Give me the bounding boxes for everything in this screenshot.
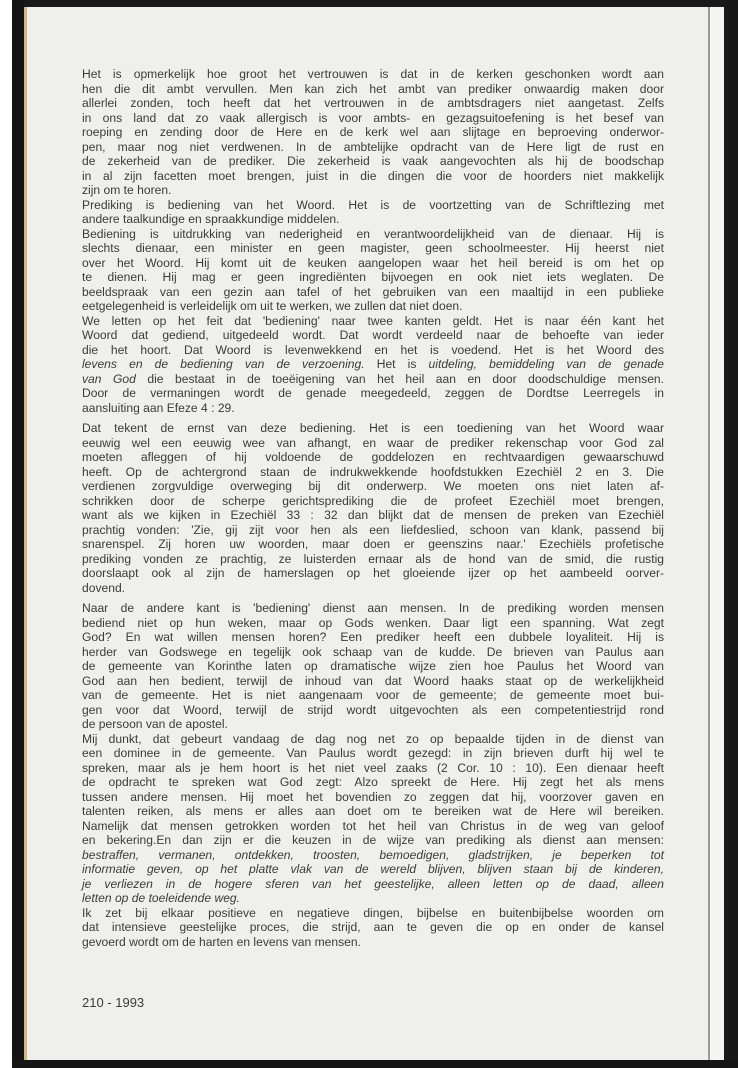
text-line xyxy=(82,241,664,256)
page-binding-edge xyxy=(24,7,27,1060)
text-line xyxy=(82,343,664,358)
text-line xyxy=(82,401,664,416)
text-line xyxy=(82,906,664,921)
text-segment: God aan hen bedient, terwijl de inhoud van dat Woord haaks staat op de werkelijkheid xyxy=(82,673,664,688)
text-segment: snarenspel. Zij horen uw woorden, maar doen er geenszins naar.' Ezechiëls profetische xyxy=(82,537,664,551)
text-line xyxy=(82,169,664,184)
page-number: 210 - 1993 xyxy=(82,995,145,1010)
text-segment: Prediking is bediening van het Woord. Het is de voortzetting van de Schriftlezing met xyxy=(82,197,664,212)
text-line xyxy=(82,508,664,523)
italic-text: informatie geven, op het platte vlak van de wereld blijven, blijven staan bij de kinderen, xyxy=(82,862,664,876)
text-segment: in al zijn facetten moet brengen, juist in die dingen die voor de hoorders niet makkelijk xyxy=(82,168,664,183)
text-line xyxy=(82,494,664,509)
text-line xyxy=(82,659,664,674)
text-line xyxy=(82,198,664,213)
text-segment: Bediening is uitdrukking van nederigheid en verantwoordelijkheid van de dienaar. Hij is xyxy=(82,226,664,241)
text-line xyxy=(82,920,664,935)
text-segment: Ik zet bij elkaar positieve en negatieve dingen, bijbelse en buitenbijbelse woorden om xyxy=(82,905,664,920)
text-segment: zijn om te horen. xyxy=(82,183,172,197)
text-line xyxy=(82,688,664,703)
paragraph xyxy=(82,906,664,950)
text-segment: We letten op het feit dat 'bediening' naar twee kanten geldt. Het is naar één kant het xyxy=(82,313,664,328)
text-segment: die bestaat in de toeëigening van het heil aan en door doodschuldige mensen. xyxy=(135,371,665,386)
text-line xyxy=(82,674,664,689)
text-line xyxy=(82,732,664,747)
text-line xyxy=(82,256,664,271)
text-line xyxy=(82,833,664,848)
paragraph xyxy=(82,198,664,227)
text-line xyxy=(82,212,664,227)
text-line xyxy=(82,537,664,552)
paragraph xyxy=(82,601,664,732)
body-text xyxy=(82,67,664,949)
text-line xyxy=(82,299,664,314)
text-segment: van de gemeente. Het is niet aangenaam voor de gemeente; de gemeente moet bui- xyxy=(82,688,664,702)
italic-text: levens en de bediening van de verzoening. xyxy=(82,357,365,371)
text-segment: in ons land dat zo vaak allergisch is voor ambts- en gezagsuitoefening is het besef van xyxy=(82,110,664,125)
text-line xyxy=(82,285,664,300)
scan-border-left xyxy=(12,0,24,1068)
text-line xyxy=(82,154,664,169)
text-segment: verdienen zorgvuldige overweging bij dit onderwerp. We moeten ons niet laten af- xyxy=(82,479,664,493)
text-segment: talenten reiken, als mens er alles aan doet om te bereiken wat de Here wil bereiken. xyxy=(82,804,664,818)
text-line xyxy=(82,372,664,387)
text-line xyxy=(82,183,664,198)
text-segment: de opdracht te spreken wat God zegt: Alzo spreekt de Here. Hij zegt het als mens xyxy=(82,775,664,789)
paragraph xyxy=(82,314,664,416)
text-segment: moeten afleggen of hij voldoende de goddelozen en rechtvaardigen gewaarschuwd xyxy=(82,450,664,464)
text-segment: schrikken door de scherpe gerichtsprediking die de profeet Ezechiël moet brengen, xyxy=(82,493,664,508)
next-page-edge xyxy=(710,7,724,1060)
text-segment: want als we kijken in Ezechiël 33 : 32 dan blijkt dat de mensen de preken van Ezechiël xyxy=(82,508,664,522)
text-segment: allerlei zonden, toch heeft dat het vertrouwen in de ambtsdragers niet aangetast. Zelfs xyxy=(82,96,664,110)
text-line xyxy=(82,465,664,480)
text-segment: de gemeente van Korinthe laten op dramatische wijze zien hoe Paulus het Woord van xyxy=(82,659,664,673)
text-line xyxy=(82,421,664,436)
text-line xyxy=(82,581,664,596)
scan-border-right xyxy=(724,0,738,1068)
text-segment: gen voor dat Woord, terwijl de strijd wordt uitgevochten als een competentiestrijd rond xyxy=(82,702,664,717)
text-segment: bediend niet op hun weken, maar op Gods wenken. Daar ligt een spanning. Wat zegt xyxy=(82,615,664,630)
text-line xyxy=(82,67,664,82)
text-line xyxy=(82,746,664,761)
text-segment: te dienen. Hij mag er geen ingrediënten bijvoegen en ook niet iets weglaten. De xyxy=(82,270,664,284)
text-line xyxy=(82,140,664,155)
text-line xyxy=(82,566,664,581)
text-line xyxy=(82,227,664,242)
scan-border-bottom xyxy=(12,1060,738,1068)
text-segment: Het is opmerkelijk hoe groot het vertrouwen is dat in de kerken geschonken wordt aan xyxy=(82,67,664,81)
text-line xyxy=(82,96,664,111)
text-line xyxy=(82,630,664,645)
text-segment: aansluiting aan Efeze 4 : 29. xyxy=(82,400,235,415)
text-line xyxy=(82,82,664,97)
text-line xyxy=(82,450,664,465)
text-segment: tussen andere mensen. Hij moet het bovendien zo zeggen dat hij, voorzover gaven en xyxy=(82,789,664,804)
text-segment: slechts dienaar, een minister en geen magister, geen schoolmeester. Hij heerst niet xyxy=(82,241,664,255)
text-line xyxy=(82,891,664,906)
italic-text: van God xyxy=(82,371,136,386)
text-segment: Mij dunkt, dat gebeurt vandaag de dag nog net zo op bepaalde tijden in de dienst van xyxy=(82,731,664,746)
text-segment: Naar de andere kant is 'bediening' dienst aan mensen. In de prediking worden mensen xyxy=(82,601,664,615)
text-line xyxy=(82,616,664,631)
text-segment: doorslaapt ook al zijn de hamerslagen op het gloeiende ijzer op het aambeeld oorver- xyxy=(82,566,664,580)
text-line xyxy=(82,479,664,494)
text-line xyxy=(82,790,664,805)
paragraph xyxy=(82,732,664,906)
text-segment: Het is xyxy=(364,357,429,371)
text-line xyxy=(82,761,664,776)
text-line xyxy=(82,523,664,538)
italic-text: uitdeling, bemiddeling van de genade xyxy=(428,357,665,371)
text-line xyxy=(82,775,664,790)
text-line xyxy=(82,877,664,892)
text-segment: hen die dit ambt vervullen. Men kan zich het ambt van prediker onwaardig maken door xyxy=(82,81,664,96)
text-segment: Dat tekent de ernst van deze bediening. Het is een toediening van het Woord waar xyxy=(82,421,664,435)
text-segment: pen, maar nog niet verdwenen. In de ambtelijke opdracht van de Here ligt de rust en xyxy=(82,139,664,154)
text-line xyxy=(82,703,664,718)
text-line xyxy=(82,804,664,819)
text-line xyxy=(82,645,664,660)
text-segment: beeldspraak van een gezin aan tafel of het gebruiken van een maaltijd in een publieke xyxy=(82,284,664,299)
paragraph xyxy=(82,421,664,595)
text-segment: prediking vonden ze prachtig, ze luisterden ernaar als de hond van de smid, die rustig xyxy=(82,551,664,566)
text-line xyxy=(82,819,664,834)
text-segment: roeping en zending door de Here en de kerk wel aan slijtage en beproeving onderwor- xyxy=(82,125,664,139)
text-line xyxy=(82,386,664,401)
text-line xyxy=(82,862,664,877)
text-line xyxy=(82,314,664,329)
text-segment: de persoon van de apostel. xyxy=(82,717,228,731)
text-segment: God? En wat willen mensen horen? Een prediker heeft een dubbele loyaliteit. Hij is xyxy=(82,630,664,644)
text-segment: Woord dat gediend, uitgedeeld wordt. Dat wordt verdeeld naar de behoefte van ieder xyxy=(82,328,664,342)
text-segment: gevoerd wordt om de harten en levens van mensen. xyxy=(82,934,361,949)
text-segment: dovend. xyxy=(82,580,126,595)
text-segment: een dominee in de gemeente. Van Paulus wordt gezegd: in zijn brieven durft hij wel te xyxy=(82,746,664,760)
text-segment: over het Woord. Hij komt uit de keuken aangelopen waar het heil bereid is om het op xyxy=(82,255,664,270)
paragraph xyxy=(82,67,664,198)
text-segment: en bekering.En dan zijn er die keuzen in de wijze van prediking als dienst aan mensen: xyxy=(82,833,664,847)
text-line xyxy=(82,111,664,126)
text-segment: die het hoort. Dat Woord is levenwekkend en het is voedend. Het is het Woord des xyxy=(82,342,664,357)
text-line xyxy=(82,848,664,863)
text-segment: de zekerheid van de prediker. Die zekerheid is vaak aangevochten als hij de boodschap xyxy=(82,154,664,168)
text-line xyxy=(82,436,664,451)
italic-text: letten op de toeleidende weg. xyxy=(82,891,241,905)
text-segment: eeuwig wel een eeuwig wee van afhangt, en waar de prediker rekenschap voor God zal xyxy=(82,435,664,450)
text-segment: Namelijk dat mensen getrokken worden tot het heil van Christus in de weg van geloof xyxy=(82,818,664,833)
scan-border-top xyxy=(24,0,738,7)
text-line xyxy=(82,552,664,567)
text-segment: eetgelegenheid is verleidelijk om uit te werken, we zullen dat niet doen. xyxy=(82,299,463,313)
text-line xyxy=(82,935,664,950)
text-line xyxy=(82,601,664,616)
text-line xyxy=(82,125,664,140)
text-segment: Door de vermaningen wordt de genade meegedeeld, zeggen de Dordtse Leerregels in xyxy=(82,386,664,400)
text-segment: andere taalkundige en spraakkundige middelen. xyxy=(82,212,340,226)
text-segment: dat intensieve geestelijke proces, die strijd, aan te geven die op en onder de kansel xyxy=(82,920,664,934)
text-line xyxy=(82,328,664,343)
italic-text: bestraffen, vermanen, ontdekken, troosten, bemoedigen, gladstrijken, je beperken tot xyxy=(82,847,664,862)
text-line xyxy=(82,357,664,372)
text-line xyxy=(82,270,664,285)
text-segment: heeft. Op de achtergrond staan de indrukwekkende hoofdstukken Ezechiël 2 en 3. Die xyxy=(82,464,664,479)
text-segment: herder van Godswege en tegelijk ook schaap van de kudde. De brieven van Paulus aan xyxy=(82,644,664,659)
paragraph xyxy=(82,227,664,314)
text-segment: spreken, maar als je hem hoort is het niet veel zaaks (2 Cor. 10 : 10). Een dienaar heeft xyxy=(82,760,664,775)
text-line xyxy=(82,717,664,732)
italic-text: je verliezen in de hogere sferen van het geestelijke, alleen letten op de daad, alleen xyxy=(82,876,664,891)
text-segment: prachtig vonden: 'Zie, gij zijt voor hen als een liefdeslied, schoon van klank, passend bij xyxy=(82,522,664,537)
